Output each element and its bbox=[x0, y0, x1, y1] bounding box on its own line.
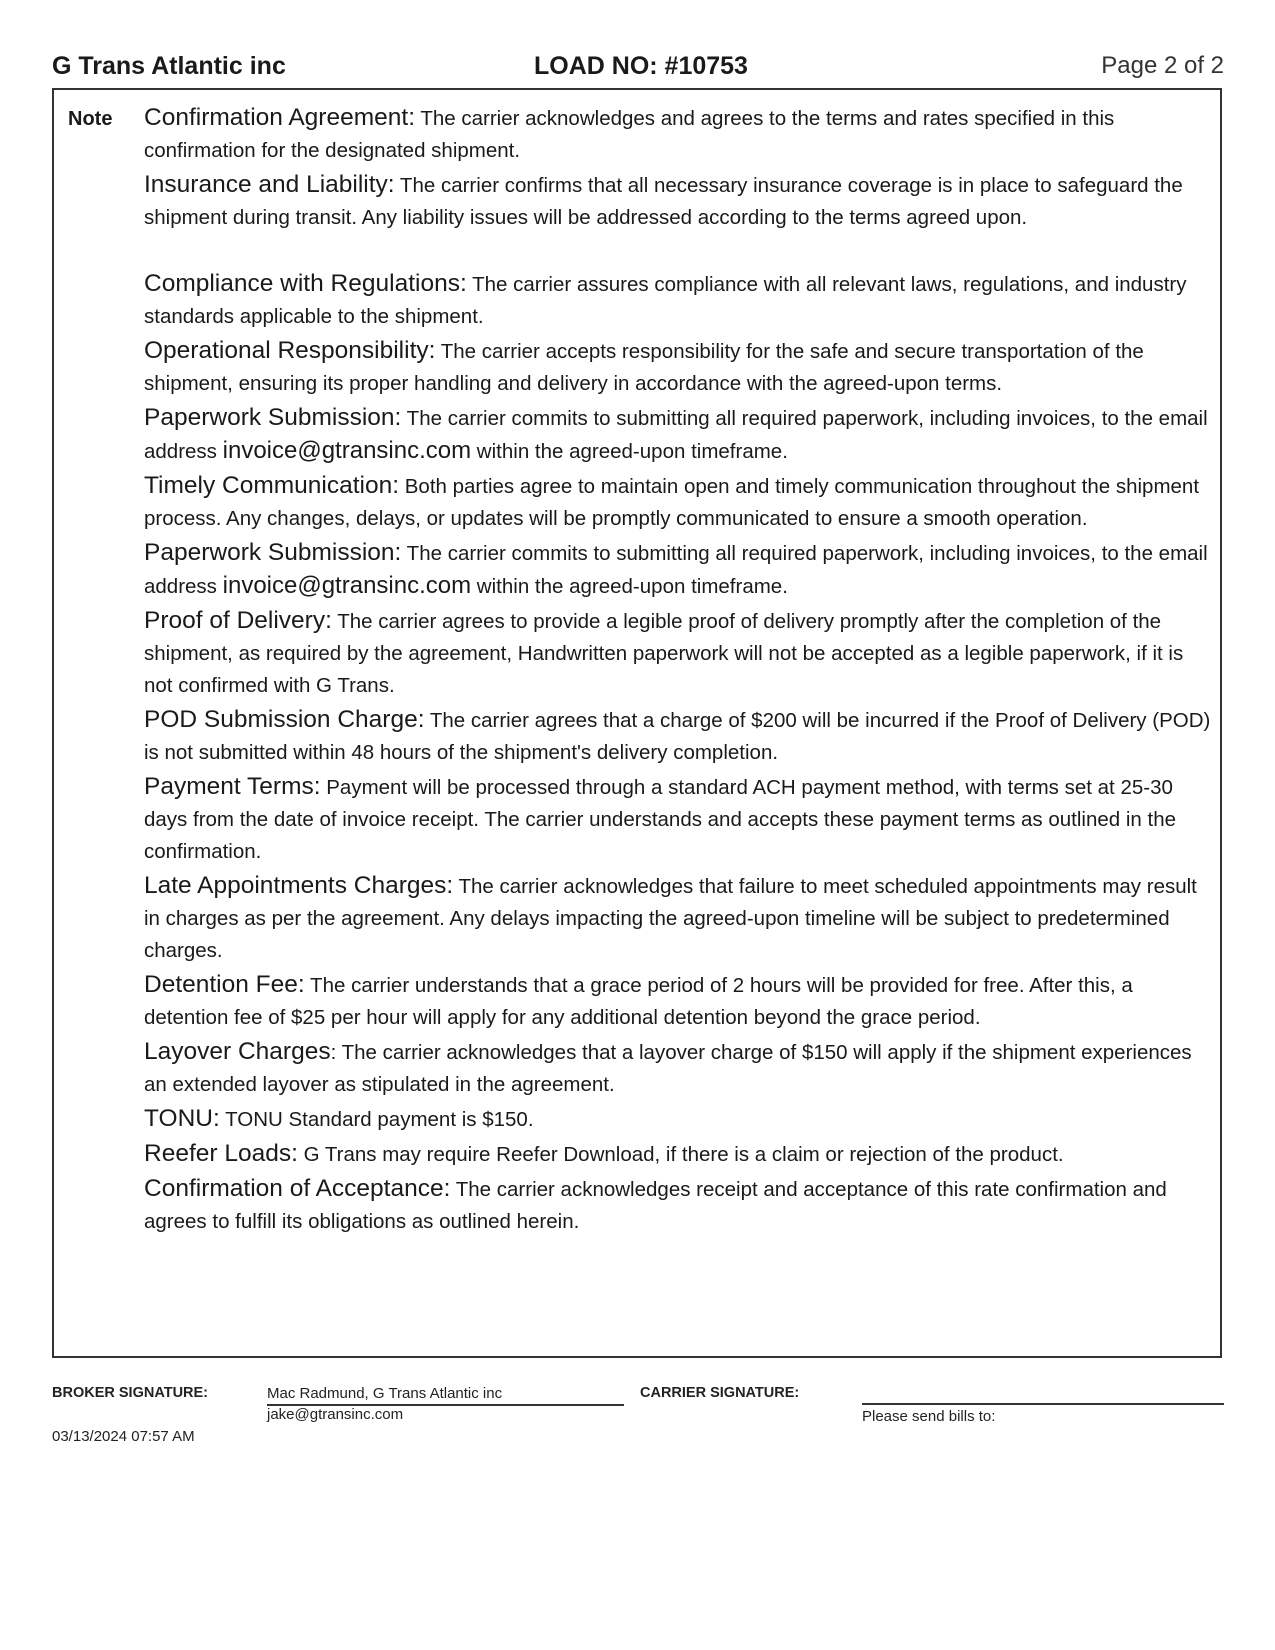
term-layover-charges bbox=[144, 1036, 1212, 1101]
term-title: Late Appointments Charges: bbox=[144, 872, 454, 899]
broker-signature-line: Mac Radmund, G Trans Atlantic inc bbox=[267, 1385, 624, 1406]
term-title: Confirmation of Acceptance: bbox=[144, 1175, 451, 1202]
broker-signature-label: BROKER SIGNATURE: bbox=[52, 1385, 209, 1401]
invoice-email: invoice@gtransinc.com bbox=[222, 572, 472, 599]
term-tonu bbox=[144, 1103, 1212, 1136]
terms-list bbox=[144, 102, 1212, 1240]
term-body: The carrier commits to submitting all required paperwork, including invoices, to the email address bbox=[144, 542, 1208, 598]
term-title: Paperwork Submission: bbox=[144, 539, 402, 566]
term-title: Compliance with Regulations: bbox=[144, 270, 467, 297]
term-title: Confirmation Agreement: bbox=[144, 104, 415, 131]
page-number: Page 2 of 2 bbox=[1101, 52, 1224, 79]
term-body: The carrier acknowledges receipt and acceptance of this rate confirmation and agrees to fulfill its obligations as outlined herein. bbox=[144, 1178, 1167, 1233]
term-body: The carrier agrees that a charge of $200 will be incurred if the Proof of Delivery (POD) is not submitted within 48 hours of the shipment's delivery completion. bbox=[144, 709, 1211, 764]
term-body: The carrier acknowledges that failure to meet scheduled appointments may result in charges as per the agreement. Any delays impacting the agreed-upon timeline will be subject to predetermined charges. bbox=[144, 875, 1197, 962]
term-pod-submission-charge bbox=[144, 704, 1212, 769]
signature-section bbox=[52, 1385, 1224, 1465]
term-title: Proof of Delivery: bbox=[144, 607, 332, 634]
term-body: Both parties agree to maintain open and timely communication throughout the shipment process. Any changes, delays, or updates will be promptly communicated to ensure a smooth operation. bbox=[144, 475, 1200, 530]
term-body: : The carrier acknowledges that a layover charge of $150 will apply if the shipment experiences an extended layover as stipulated in the agreement. bbox=[144, 1041, 1192, 1096]
term-body: The carrier assures compliance with all relevant laws, regulations, and industry standards applicable to the shipment. bbox=[144, 273, 1187, 328]
term-paperwork-submission-2 bbox=[144, 537, 1212, 603]
term-title: Payment Terms: bbox=[144, 773, 321, 800]
note-label: Note bbox=[68, 108, 113, 130]
term-title: TONU: bbox=[144, 1105, 220, 1132]
term-confirmation-agreement bbox=[144, 102, 1212, 167]
term-title: Reefer Loads: bbox=[144, 1140, 298, 1167]
term-title: Operational Responsibility: bbox=[144, 337, 436, 364]
term-paperwork-submission bbox=[144, 402, 1212, 468]
term-proof-of-delivery bbox=[144, 605, 1212, 702]
term-title: Layover Charges bbox=[144, 1038, 331, 1065]
term-detention-fee bbox=[144, 969, 1212, 1034]
company-name: G Trans Atlantic inc bbox=[52, 52, 286, 80]
term-body: TONU Standard payment is $150. bbox=[219, 1108, 534, 1131]
term-body: The carrier confirms that all necessary insurance coverage is in place to safeguard the shipment during transit. Any liability issues will be addressed according to the terms agreed upon. bbox=[144, 174, 1183, 229]
term-payment-terms bbox=[144, 771, 1212, 868]
notes-box bbox=[52, 88, 1222, 1358]
invoice-email: invoice@gtransinc.com bbox=[222, 437, 472, 464]
term-title: POD Submission Charge: bbox=[144, 706, 425, 733]
term-late-appointments bbox=[144, 870, 1212, 967]
term-reefer-loads bbox=[144, 1138, 1212, 1171]
term-confirmation-acceptance bbox=[144, 1173, 1212, 1238]
broker-email: jake@gtransinc.com bbox=[267, 1406, 404, 1423]
carrier-signature-label: CARRIER SIGNATURE: bbox=[640, 1385, 800, 1401]
term-timely-communication bbox=[144, 470, 1212, 535]
term-insurance-liability bbox=[144, 169, 1212, 234]
term-title: Paperwork Submission: bbox=[144, 404, 402, 431]
term-title: Timely Communication: bbox=[144, 472, 400, 499]
signature-timestamp: 03/13/2024 07:57 AM bbox=[52, 1428, 195, 1445]
term-body-end: within the agreed-upon timeframe. bbox=[471, 440, 788, 463]
bills-to-label: Please send bills to: bbox=[862, 1408, 996, 1425]
term-compliance bbox=[144, 268, 1212, 333]
carrier-signature-line[interactable] bbox=[862, 1403, 1224, 1405]
term-body: The carrier acknowledges and agrees to the terms and rates specified in this confirmation for the designated shipment. bbox=[144, 107, 1115, 162]
term-operational-responsibility bbox=[144, 335, 1212, 400]
load-number: LOAD NO: #10753 bbox=[534, 52, 748, 80]
term-title: Detention Fee: bbox=[144, 971, 305, 998]
term-body-end: within the agreed-upon timeframe. bbox=[471, 575, 788, 598]
term-body: The carrier accepts responsibility for the safe and secure transportation of the shipment, ensuring its proper handling and delivery in accordance with the agreed-upon terms. bbox=[144, 340, 1144, 395]
term-body: Payment will be processed through a standard ACH payment method, with terms set at 25-30 days from the date of invoice receipt. The carrier understands and accepts these payment terms as outlined in the confirmation. bbox=[144, 776, 1177, 863]
term-body: G Trans may require Reefer Download, if there is a claim or rejection of the product. bbox=[297, 1143, 1064, 1166]
term-body: The carrier agrees to provide a legible proof of delivery promptly after the completion of the shipment, as required by the agreement, Handwritten paperwork will not be accepted as a legible paperwork, if it is not confirmed with G Trans. bbox=[144, 610, 1184, 697]
term-body: The carrier commits to submitting all required paperwork, including invoices, to the email address bbox=[144, 407, 1208, 463]
page-header bbox=[52, 50, 1224, 86]
term-body: The carrier understands that a grace period of 2 hours will be provided for free. After this, a detention fee of $25 per hour will apply for any additional detention beyond the grace period. bbox=[144, 974, 1133, 1029]
term-title: Insurance and Liability: bbox=[144, 171, 395, 198]
